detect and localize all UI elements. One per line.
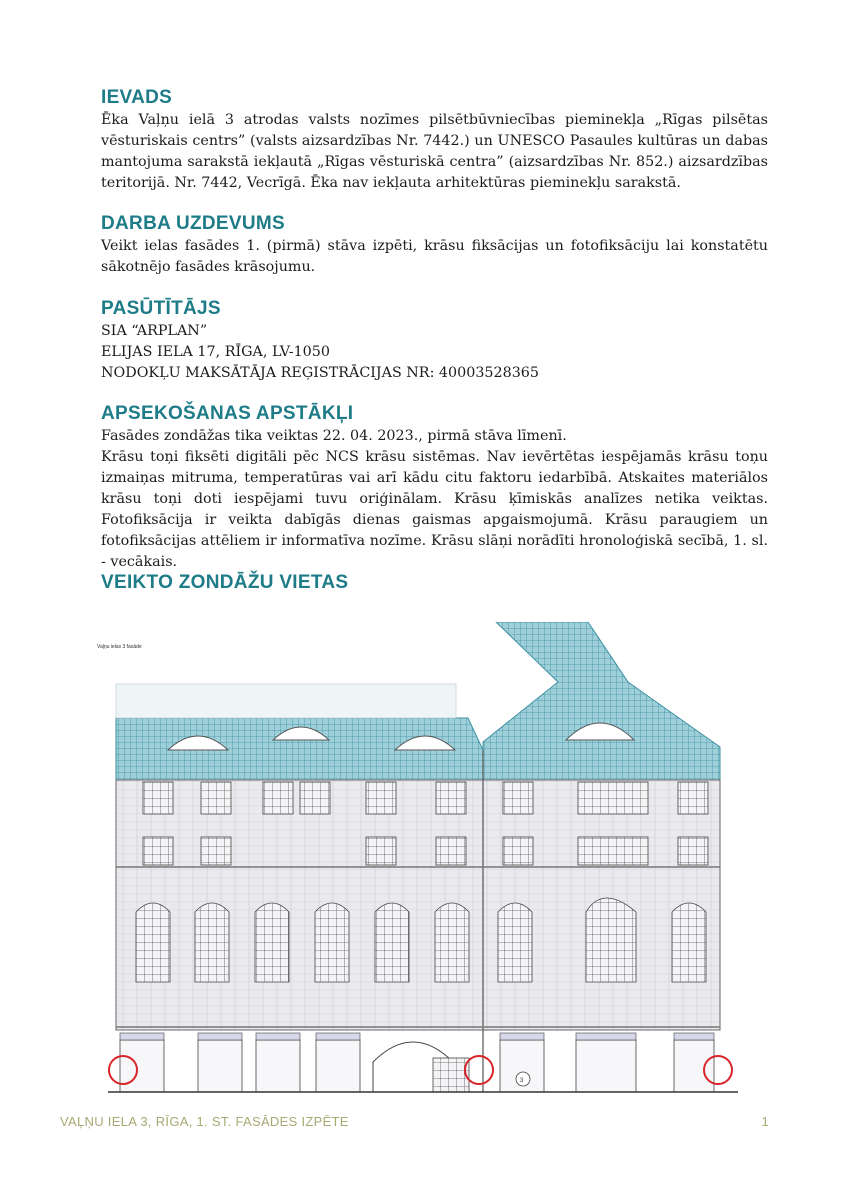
heading-veikto-zondazu-vietas: VEIKTO ZONDĀŽU VIETAS (101, 572, 349, 593)
facade-svg (88, 622, 763, 1102)
section-apsekosanas-apstakli (101, 403, 768, 573)
heading-pasutitajs: PASŪTĪTĀJS (101, 298, 221, 319)
apstakli-text: Krāsu toņi fiksēti digitāli pēc NCS krāsu sistēmas. Nav ievērtētas iespējamās krāsu toņu izmaiņas mitruma, temperatūras vai arī kādu citu faktoru iedarbībā. Atskaites materiālos krāsu toņi doti iespējami tuvu oriģinālam. Krāsu ķīmiskās analīzes netika veiktas. Fotofiksācija ir veikta dabīgās dienas gaismas apgaismojumā. Krāsu paraugiem un fotofiksācijas attēliem ir informatīva nozīme. Krāsu slāņi norādīti hronoloģiskā secībā, 1. sl. - vecākais. (101, 449, 768, 570)
gate-door (433, 1058, 469, 1092)
section-darba-uzdevums (101, 213, 768, 278)
tower-roof (483, 622, 720, 780)
heading-darba-uzdevums: DARBA UZDEVUMS (101, 213, 285, 234)
section-veikto-zondazu-vietas (101, 572, 768, 595)
footer-title: VAĻŅU IELA 3, RĪGA, 1. ST. FASĀDES IZPĒTE (60, 1114, 349, 1129)
section-pasutitajs (101, 298, 768, 384)
facade-drawing (88, 622, 763, 1102)
heading-apsekosanas-apstakli: APSEKOŠANAS APSTĀKĻI (101, 403, 354, 424)
apstakli-date-line: Fasādes zondāžas tika veiktas 22. 04. 2023., pirmā stāva līmenī. (101, 428, 567, 444)
heading-ievads: IEVADS (101, 87, 173, 108)
client-name: SIA “ARPLAN” (101, 323, 208, 339)
ievads-text: Ēka Vaļņu ielā 3 atrodas valsts nozīmes pilsētbūvniecības pieminekļa „Rīgas pilsētas vēsturiskais centrs” (valsts aizsardzības Nr. 7442.) un UNESCO Pasaules kultūras un dabas mantojuma sarakstā iekļautā „Rīgas vēsturiskā centra” (aizsardzības Nr. 852.) aizsardzības teritorijā. Nr. 7442, Vecrīgā. Ēka nav iekļauta arhitektūras pieminekļu sarakstā. (101, 112, 768, 191)
house-number-text: 3 (520, 1078, 524, 1084)
page-number: 1 (761, 1114, 769, 1129)
drawing-label: Vaļņu ielas 3 fasāde (97, 644, 142, 650)
left-roof-top (116, 684, 456, 718)
section-ievads (101, 87, 768, 194)
client-address: ELIJAS IELA 17, RĪGA, LV-1050 (101, 344, 330, 360)
uzdevums-text: Veikt ielas fasādes 1. (pirmā) stāva izpēti, krāsu fiksācijas un fotofiksāciju lai konstatētu sākotnējo fasādes krāsojumu. (101, 238, 768, 275)
client-reg-number: NODOKĻU MAKSĀTĀJA REĢISTRĀCIJAS NR: 40003528365 (101, 365, 539, 381)
